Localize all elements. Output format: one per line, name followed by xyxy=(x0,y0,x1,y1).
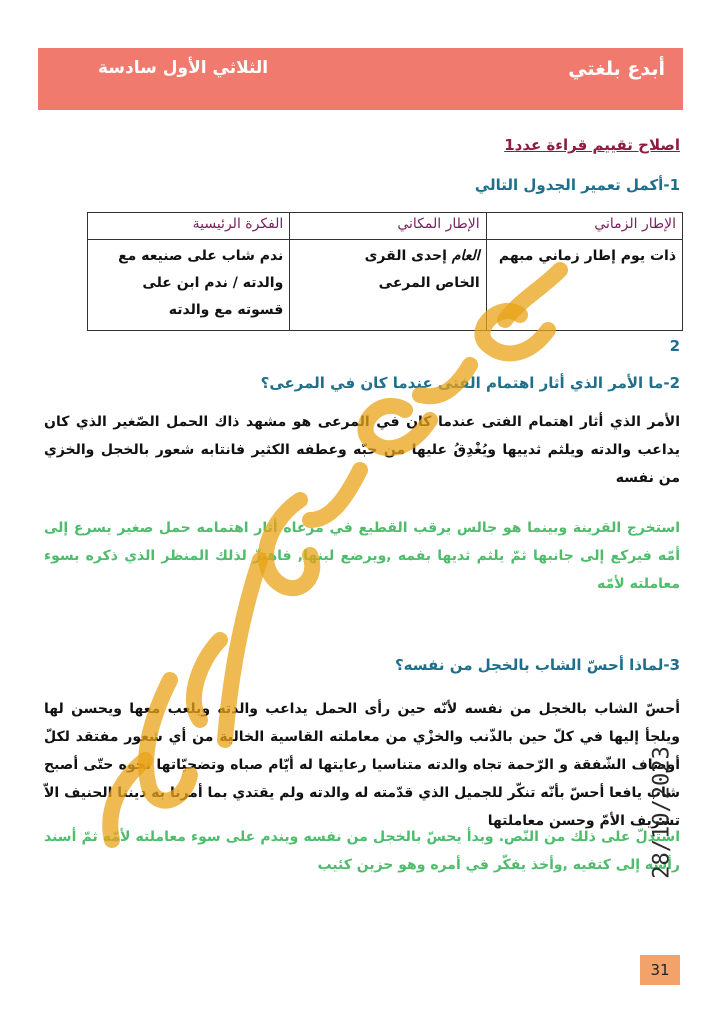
place-specific: الخاص المرعى xyxy=(378,275,480,291)
header-band xyxy=(38,48,683,110)
table-row xyxy=(88,240,683,331)
header-place: الإطار المكاني xyxy=(290,213,486,240)
place-general: إحدى القرى xyxy=(364,248,447,264)
header-idea: الفكرة الرئيسية xyxy=(88,213,290,240)
evidence-2: استخرج القرينة وبينما هو جالس يرقب القطيع في مرعاه أثار اهتمامه حمل صغير يسرع إلى أمّه فيركع إلى جانبها ثمّ يلثم ثديها بفمه ,ويرضع لبنها, فاهتزّ لذلك المنظر الذي ذكره بسوء معاملته لأمّه xyxy=(44,520,680,592)
question-2: 2-ما الأمر الذي أثار اهتمام الفتى عندما كان في المرعى؟ xyxy=(260,374,680,392)
place-general-label: العام xyxy=(451,248,480,264)
cell-time: ذات يوم إطار زماني مبهم xyxy=(486,240,682,331)
page-number: 31 xyxy=(640,955,680,985)
score-mark: 2 xyxy=(669,337,680,355)
header-time: الإطار الزماني xyxy=(486,213,682,240)
answer-3: أحسّ الشاب بالخجل من نفسه لأنّه حين رأى الحمل يداعب والدته ويلعب معها ويحسن لها ويلجأ إليها في كلّ حين بالذّنب والخزْي من معاملته القاسية الخالية من أي شعور مفتقد لكلّ أوصاف الشّفقة و الرّحمة تجاه والدته متناسيا رعايتها له أيّام صباه وتضحيّاتها نحوه حتّى أصبح شاب يافعا أحسّ بأنّه تنكّر للجميل الذي قدّمته له والدته ولم يقتدي بما أمرنا به ديننا الحنيف الاّ تشريف الأمّ وحسن معاملتها xyxy=(44,701,680,829)
header-subject: أبدع بلغتي xyxy=(568,58,665,80)
cell-place xyxy=(290,240,486,331)
page-title: اصلاح تقييم قراءة عدد1 xyxy=(504,136,680,154)
answer-2: الأمر الذي أثار اهتمام الفتى عندما كان في المرعى هو مشهد ذاك الحمل الصّغير الذي كان يداعب والدته ويلثم ثدييها ويُغْدِقُ عليها من حبّه وعطفه الكثير فانتابه شعور بالخجل والخزي من نفسه xyxy=(44,414,680,486)
cell-idea: ندم شاب على صنيعه مع والدته / ندم ابن على قسوته مع والدته xyxy=(88,240,290,331)
info-table xyxy=(87,212,683,331)
date-stamp: 28/10/2023 xyxy=(649,746,675,879)
header-level: الثلاثي الأول سادسة xyxy=(98,58,269,78)
table-header-row xyxy=(88,213,683,240)
evidence-3: استدلّ على ذلك من النّص. وبدأ يحسّ بالخجل من نفسه ويندم على سوء معاملته لأمّه ثمّ أسند رأسه إلى كتفيه ,وأخذ يفكّر في أمره وهو حزين كئيب xyxy=(44,829,680,873)
question-3: 3-لماذا أحسّ الشاب بالخجل من نفسه؟ xyxy=(394,656,680,674)
question-1: 1-أكمل تعمير الجدول التالي xyxy=(474,176,680,194)
